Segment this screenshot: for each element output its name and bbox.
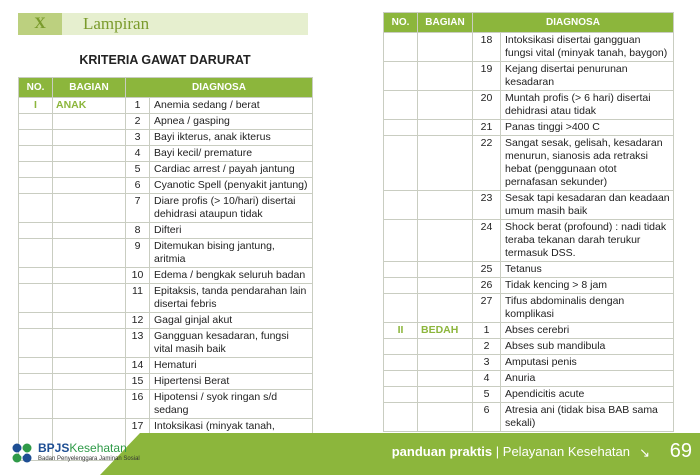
guide-bold: panduan praktis bbox=[391, 444, 493, 459]
cell-number: 5 bbox=[126, 162, 150, 178]
guide-rest: Pelayanan Kesehatan bbox=[502, 444, 630, 459]
cell-diagnosa: Kejang disertai penurunan kesadaran bbox=[501, 62, 674, 91]
table-row bbox=[19, 223, 313, 239]
cell-no bbox=[19, 194, 53, 223]
table-row bbox=[384, 91, 674, 120]
logo-brand-a: BPJS bbox=[38, 441, 70, 455]
cell-bagian bbox=[53, 374, 126, 390]
cell-bagian bbox=[53, 329, 126, 358]
cell-bagian bbox=[418, 136, 473, 191]
cell-bagian bbox=[418, 355, 473, 371]
cell-diagnosa: Cardiac arrest / payah jantung bbox=[150, 162, 313, 178]
cell-bagian bbox=[53, 223, 126, 239]
cell-no bbox=[384, 136, 418, 191]
cell-diagnosa: Ditemukan bising jantung, aritmia bbox=[150, 239, 313, 268]
cell-diagnosa: Hipotensi / syok ringan s/d sedang bbox=[150, 390, 313, 419]
cell-bagian bbox=[418, 371, 473, 387]
cell-number: 6 bbox=[473, 403, 501, 432]
cell-number: 2 bbox=[473, 339, 501, 355]
cell-diagnosa: Apendicitis acute bbox=[501, 387, 674, 403]
cell-number: 17 bbox=[126, 419, 150, 461]
cell-diagnosa: Hipertensi Berat bbox=[150, 374, 313, 390]
cell-bagian: ANAK bbox=[53, 98, 126, 114]
cell-bagian bbox=[53, 114, 126, 130]
cell-number: 11 bbox=[126, 284, 150, 313]
cell-diagnosa: Hematuri bbox=[150, 358, 313, 374]
chapter-title: Lampiran bbox=[83, 14, 150, 33]
cell-no bbox=[19, 223, 53, 239]
cell-no bbox=[384, 262, 418, 278]
criteria-table-right bbox=[383, 12, 674, 432]
table-row bbox=[19, 130, 313, 146]
header-no: NO. bbox=[384, 13, 418, 33]
cell-diagnosa: Cyanotic Spell (penyakit jantung) bbox=[150, 178, 313, 194]
header-bagian: BAGIAN bbox=[418, 13, 473, 33]
cell-diagnosa: Tifus abdominalis dengan komplikasi bbox=[501, 294, 674, 323]
cell-no bbox=[19, 390, 53, 419]
cell-number: 18 bbox=[473, 33, 501, 62]
cell-diagnosa: Tidak kencing > 8 jam bbox=[501, 278, 674, 294]
cell-no bbox=[384, 355, 418, 371]
cell-no bbox=[384, 191, 418, 220]
table-row bbox=[384, 220, 674, 262]
cell-bagian bbox=[418, 120, 473, 136]
table-header-row bbox=[19, 78, 313, 98]
cell-diagnosa: Gangguan kesadaran, fungsi vital masih baik bbox=[150, 329, 313, 358]
cell-no bbox=[384, 220, 418, 262]
table-row bbox=[19, 114, 313, 130]
cell-number: 16 bbox=[126, 390, 150, 419]
table-row bbox=[384, 120, 674, 136]
cell-no: II bbox=[384, 323, 418, 339]
table-row bbox=[19, 178, 313, 194]
table-row bbox=[384, 262, 674, 278]
arrow-icon: ↘ bbox=[639, 445, 650, 460]
cell-number: 10 bbox=[126, 268, 150, 284]
guide-separator: | bbox=[495, 444, 500, 459]
cell-number: 22 bbox=[473, 136, 501, 191]
table-row bbox=[19, 358, 313, 374]
cell-no bbox=[384, 339, 418, 355]
cell-diagnosa: Anemia sedang / berat bbox=[150, 98, 313, 114]
table-row bbox=[384, 355, 674, 371]
section-heading: KRITERIA GAWAT DARURAT bbox=[79, 53, 251, 67]
cell-diagnosa: Panas tinggi >400 C bbox=[501, 120, 674, 136]
table-row bbox=[384, 278, 674, 294]
table-row bbox=[19, 146, 313, 162]
cell-bagian: BEDAH bbox=[418, 323, 473, 339]
table-row bbox=[19, 194, 313, 223]
table-row bbox=[384, 191, 674, 220]
cell-bagian bbox=[53, 268, 126, 284]
cell-bagian bbox=[418, 262, 473, 278]
cell-diagnosa: Intoksikasi (minyak tanah, bbox=[150, 419, 313, 461]
table-row bbox=[19, 390, 313, 419]
cell-number: 14 bbox=[126, 358, 150, 374]
cell-number: 13 bbox=[126, 329, 150, 358]
cell-number: 12 bbox=[126, 313, 150, 329]
table-row bbox=[19, 313, 313, 329]
cell-bagian bbox=[53, 194, 126, 223]
cell-diagnosa: Amputasi penis bbox=[501, 355, 674, 371]
cell-no bbox=[384, 371, 418, 387]
cell-bagian bbox=[53, 284, 126, 313]
table-header-row bbox=[384, 13, 674, 33]
page-number: 69 bbox=[669, 440, 692, 462]
table-row bbox=[384, 339, 674, 355]
cell-no bbox=[384, 294, 418, 323]
cell-diagnosa: Intoksikasi disertai gangguan fungsi vital (minyak tanah, baygon) bbox=[501, 33, 674, 62]
table-row bbox=[19, 98, 313, 114]
cell-diagnosa: Edema / bengkak seluruh badan bbox=[150, 268, 313, 284]
cell-no bbox=[19, 239, 53, 268]
cell-no bbox=[19, 329, 53, 358]
cell-number: 26 bbox=[473, 278, 501, 294]
header-diagnosa: DIAGNOSA bbox=[126, 78, 313, 98]
cell-diagnosa: Diare profis (> 10/hari) disertai dehidrasi ataupun tidak bbox=[150, 194, 313, 223]
cell-no bbox=[384, 387, 418, 403]
cell-no bbox=[19, 162, 53, 178]
cell-no bbox=[19, 268, 53, 284]
cell-no bbox=[19, 178, 53, 194]
cell-bagian bbox=[418, 339, 473, 355]
cell-diagnosa: Abses sub mandibula bbox=[501, 339, 674, 355]
cell-diagnosa: Anuria bbox=[501, 371, 674, 387]
cell-no bbox=[384, 403, 418, 432]
bpjs-emblem-icon bbox=[10, 441, 34, 465]
cell-bagian bbox=[418, 62, 473, 91]
table-row bbox=[19, 239, 313, 268]
cell-no bbox=[384, 62, 418, 91]
cell-number: 27 bbox=[473, 294, 501, 323]
cell-diagnosa: Bayi ikterus, anak ikterus bbox=[150, 130, 313, 146]
cell-bagian bbox=[418, 278, 473, 294]
cell-diagnosa: Muntah profis (> 6 hari) disertai dehidrasi atau tidak bbox=[501, 91, 674, 120]
cell-number: 3 bbox=[126, 130, 150, 146]
cell-bagian bbox=[53, 146, 126, 162]
cell-number: 1 bbox=[126, 98, 150, 114]
cell-diagnosa: Tetanus bbox=[501, 262, 674, 278]
cell-diagnosa: Difteri bbox=[150, 223, 313, 239]
header-no: NO. bbox=[19, 78, 53, 98]
cell-no bbox=[384, 278, 418, 294]
cell-bagian bbox=[53, 130, 126, 146]
header-diagnosa: DIAGNOSA bbox=[473, 13, 674, 33]
cell-no bbox=[19, 313, 53, 329]
chapter-bar bbox=[18, 13, 308, 35]
cell-no bbox=[19, 130, 53, 146]
table-row bbox=[384, 323, 674, 339]
cell-diagnosa: Bayi kecil/ premature bbox=[150, 146, 313, 162]
cell-number: 4 bbox=[126, 146, 150, 162]
cell-no bbox=[19, 284, 53, 313]
logo-brand-b: Kesehatan bbox=[69, 441, 127, 455]
cell-diagnosa: Shock berat (profound) : nadi tidak teraba tekanan darah terukur termasuk DSS. bbox=[501, 220, 674, 262]
cell-bagian bbox=[53, 178, 126, 194]
cell-no bbox=[19, 358, 53, 374]
cell-no bbox=[19, 374, 53, 390]
cell-number: 3 bbox=[473, 355, 501, 371]
table-row bbox=[384, 294, 674, 323]
cell-bagian bbox=[53, 239, 126, 268]
cell-number: 8 bbox=[126, 223, 150, 239]
cell-diagnosa: Abses cerebri bbox=[501, 323, 674, 339]
cell-diagnosa: Gagal ginjal akut bbox=[150, 313, 313, 329]
cell-number: 21 bbox=[473, 120, 501, 136]
cell-bagian bbox=[53, 390, 126, 419]
table-row bbox=[384, 387, 674, 403]
chapter-number: X bbox=[18, 13, 62, 35]
table-row bbox=[384, 62, 674, 91]
cell-bagian bbox=[53, 313, 126, 329]
cell-no bbox=[384, 91, 418, 120]
cell-number: 15 bbox=[126, 374, 150, 390]
cell-bagian bbox=[418, 91, 473, 120]
cell-diagnosa: Sangat sesak, gelisah, kesadaran menurun, sianosis ada retraksi hebat (penggunaan otot pernafasan sekunder) bbox=[501, 136, 674, 191]
cell-number: 24 bbox=[473, 220, 501, 262]
table-row bbox=[384, 136, 674, 191]
cell-bagian bbox=[53, 162, 126, 178]
criteria-table-left bbox=[18, 77, 313, 461]
table-row bbox=[19, 374, 313, 390]
cell-number: 19 bbox=[473, 62, 501, 91]
cell-diagnosa: Sesak tapi kesadaran dan keadaan umum masih baik bbox=[501, 191, 674, 220]
table-row bbox=[19, 268, 313, 284]
footer-guide-title bbox=[392, 442, 630, 462]
cell-number: 2 bbox=[126, 114, 150, 130]
cell-no bbox=[384, 33, 418, 62]
cell-bagian bbox=[53, 358, 126, 374]
cell-number: 25 bbox=[473, 262, 501, 278]
table-row bbox=[384, 33, 674, 62]
cell-no: I bbox=[19, 98, 53, 114]
cell-no bbox=[19, 146, 53, 162]
header-bagian: BAGIAN bbox=[53, 78, 126, 98]
table-row bbox=[19, 284, 313, 313]
table-row bbox=[19, 162, 313, 178]
cell-no bbox=[19, 114, 53, 130]
table-row bbox=[384, 371, 674, 387]
cell-number: 5 bbox=[473, 387, 501, 403]
cell-number: 9 bbox=[126, 239, 150, 268]
cell-bagian bbox=[418, 294, 473, 323]
cell-number: 7 bbox=[126, 194, 150, 223]
cell-number: 1 bbox=[473, 323, 501, 339]
cell-bagian bbox=[418, 387, 473, 403]
logo-subtitle: Badan Penyelenggara Jaminan Sosial bbox=[38, 456, 140, 462]
cell-bagian bbox=[418, 403, 473, 432]
cell-diagnosa: Epitaksis, tanda pendarahan lain disertai febris bbox=[150, 284, 313, 313]
cell-no bbox=[384, 120, 418, 136]
cell-diagnosa: Apnea / gasping bbox=[150, 114, 313, 130]
cell-bagian bbox=[418, 33, 473, 62]
cell-diagnosa: Atresia ani (tidak bisa BAB sama sekali) bbox=[501, 403, 674, 432]
cell-bagian bbox=[418, 220, 473, 262]
table-row bbox=[19, 329, 313, 358]
table-row bbox=[384, 403, 674, 432]
cell-number: 4 bbox=[473, 371, 501, 387]
cell-number: 20 bbox=[473, 91, 501, 120]
cell-bagian bbox=[418, 191, 473, 220]
cell-number: 23 bbox=[473, 191, 501, 220]
cell-number: 6 bbox=[126, 178, 150, 194]
